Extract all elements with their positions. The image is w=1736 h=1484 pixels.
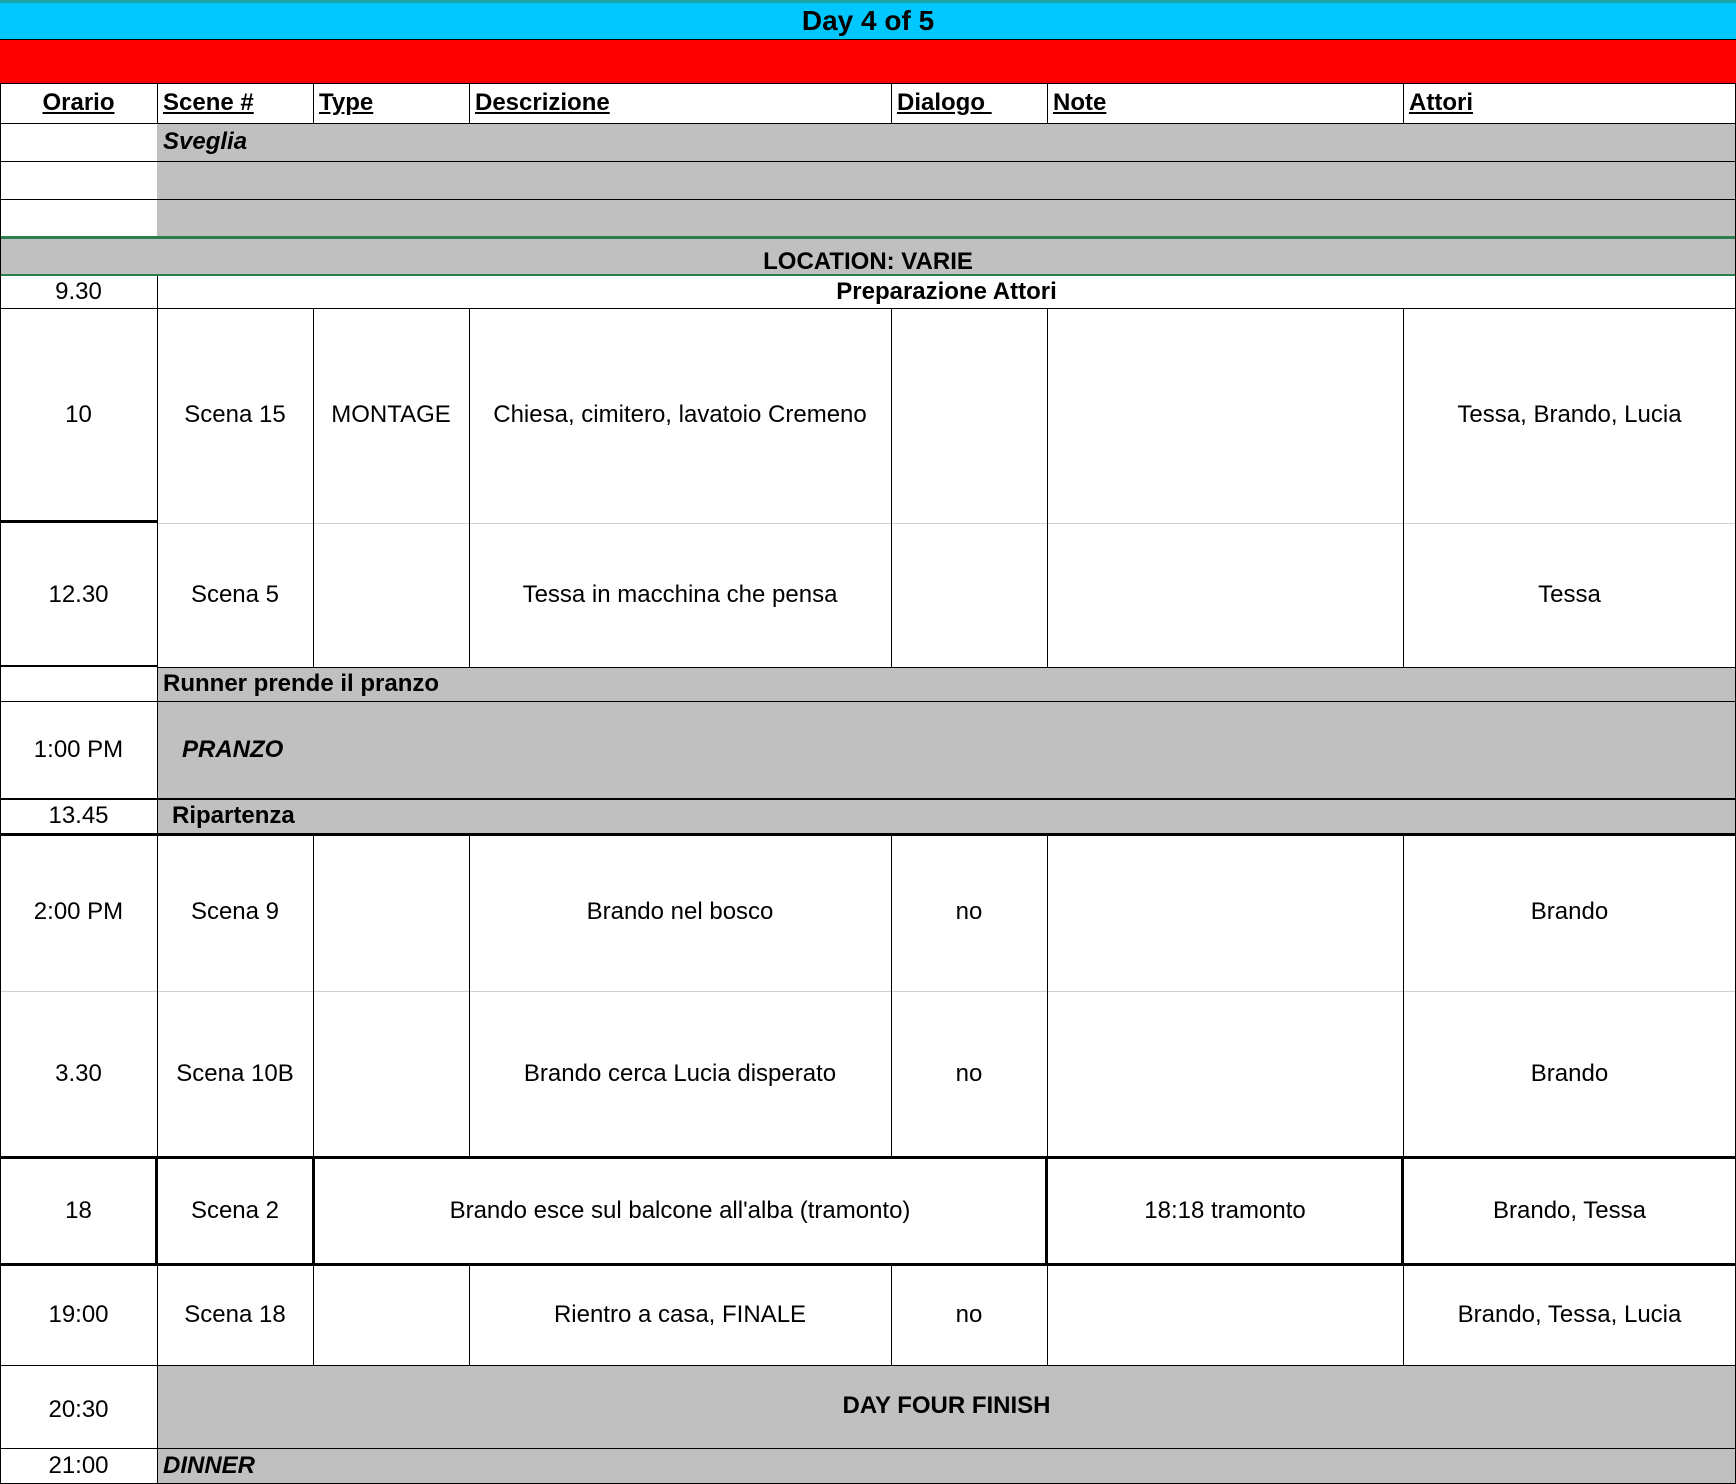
row6-desc: Rientro a casa, FINALE xyxy=(553,1300,807,1328)
row6-note xyxy=(1047,1265,1403,1365)
grid-line xyxy=(1401,1158,1404,1265)
header-dialogo: Dialogo xyxy=(897,89,992,117)
grid-line xyxy=(469,1265,470,1365)
grid-line xyxy=(157,84,158,123)
grid-line xyxy=(157,667,1736,668)
grid-line xyxy=(0,665,157,667)
row2-actors: Tessa xyxy=(1538,580,1601,608)
row2-type xyxy=(313,523,469,667)
row2-time: 12.30 xyxy=(48,580,109,608)
grid-line xyxy=(0,1448,1736,1449)
grid-line xyxy=(1047,1265,1048,1365)
header-note: Note xyxy=(1053,89,1107,117)
grid-line xyxy=(1047,834,1048,1158)
grid-line xyxy=(0,84,1,1484)
grid-line xyxy=(891,308,892,667)
row3-dialog: no xyxy=(955,898,983,926)
grid-line xyxy=(0,991,1736,992)
row6-type xyxy=(313,1265,469,1365)
grid-line xyxy=(0,798,1736,800)
grid-line xyxy=(1047,308,1048,667)
grid-line xyxy=(0,701,1736,702)
row5-scene: Scena 2 xyxy=(190,1197,280,1225)
grid-line xyxy=(469,308,470,667)
row5-note: 18:18 tramonto xyxy=(1144,1197,1306,1225)
row3-scene: Scena 9 xyxy=(190,898,280,926)
row3-desc: Brando nel bosco xyxy=(586,898,774,926)
grid-line xyxy=(891,84,892,123)
header-type: Type xyxy=(319,89,374,117)
finish-label: DAY FOUR FINISH xyxy=(157,1365,1736,1448)
row1-dialog xyxy=(891,308,1047,523)
restart-time: 13.45 xyxy=(48,802,109,830)
header-orario: Orario xyxy=(42,89,115,117)
grid-line xyxy=(469,84,470,123)
grid-line xyxy=(0,520,157,523)
row4-scene: Scena 10B xyxy=(176,1060,294,1088)
grid-line xyxy=(1403,834,1404,1158)
grid-line xyxy=(313,1265,314,1365)
grid-line xyxy=(313,308,314,667)
grid-line xyxy=(0,161,1736,162)
row2-desc: Tessa in macchina che pensa xyxy=(522,580,838,608)
finish-time: 20:30 xyxy=(48,1396,109,1424)
grid-line xyxy=(157,276,158,1484)
grid-line xyxy=(469,834,470,1158)
title-bar xyxy=(0,0,1736,40)
grid-line xyxy=(0,308,1736,309)
dinner-time: 21:00 xyxy=(48,1451,109,1479)
lunch-time: 1:00 PM xyxy=(33,735,124,763)
row4-time: 3.30 xyxy=(55,1060,102,1088)
row6-dialog: no xyxy=(955,1300,983,1328)
row1-note xyxy=(1047,308,1403,523)
header-descrizione: Descrizione xyxy=(475,89,610,117)
row1-scene: Scena 15 xyxy=(184,401,286,429)
location-banner: LOCATION: VARIE xyxy=(0,236,1736,276)
row5-actors: Brando, Tessa xyxy=(1493,1197,1646,1225)
sveglia-row: Sveglia xyxy=(157,123,1736,161)
row1-desc: Chiesa, cimitero, lavatoio Cremeno xyxy=(493,401,867,429)
grid-line xyxy=(157,523,1736,524)
grid-line xyxy=(0,1156,1736,1159)
row1-actors: Tessa, Brando, Lucia xyxy=(1457,401,1682,429)
restart-text: Ripartenza xyxy=(172,802,295,830)
grid-line xyxy=(1045,1158,1048,1265)
grid-line xyxy=(1403,84,1404,123)
row1-time: 10 xyxy=(65,401,92,429)
row3-note xyxy=(1047,834,1403,991)
grid-line xyxy=(0,1263,1736,1266)
grid-line xyxy=(0,1365,1736,1366)
row2-note xyxy=(1047,523,1403,667)
grid-line xyxy=(0,833,1736,836)
grid-line xyxy=(891,834,892,1158)
prep-time: 9.30 xyxy=(55,277,102,305)
lunch-label xyxy=(157,701,1736,799)
row5-desc: Brando esce sul balcone all'alba (tramonto) xyxy=(449,1197,911,1225)
row4-desc: Brando cerca Lucia disperato xyxy=(523,1060,837,1088)
dinner-label: DINNER xyxy=(157,1448,1736,1484)
grid-line xyxy=(891,1265,892,1365)
row3-type xyxy=(313,834,469,991)
row2-dialog xyxy=(891,523,1047,667)
grid-line xyxy=(1403,308,1404,667)
row2-scene: Scena 5 xyxy=(190,580,280,608)
row3-actors: Brando xyxy=(1530,898,1609,926)
row6-actors: Brando, Tessa, Lucia xyxy=(1457,1300,1682,1328)
restart-label xyxy=(157,799,1736,834)
red-bar xyxy=(0,40,1736,84)
row4-dialog: no xyxy=(955,1060,983,1088)
header-scene: Scene # xyxy=(163,89,254,117)
header-attori: Attori xyxy=(1409,89,1473,117)
row3-time: 2:00 PM xyxy=(33,898,124,926)
runner-row: Runner prende il pranzo xyxy=(157,667,1736,701)
row5-time: 18 xyxy=(65,1197,92,1225)
grid-line xyxy=(313,834,314,1158)
row4-type xyxy=(313,991,469,1158)
grid-line xyxy=(0,123,1736,124)
row6-scene: Scena 18 xyxy=(184,1300,286,1328)
lunch-text: PRANZO xyxy=(182,735,284,763)
grid-line xyxy=(1047,84,1048,123)
page-title: Day 4 of 5 xyxy=(801,5,935,37)
row4-actors: Brando xyxy=(1530,1060,1609,1088)
prep-label: Preparazione Attori xyxy=(836,277,1057,305)
row6-time: 19:00 xyxy=(48,1300,109,1328)
row1-type: MONTAGE xyxy=(331,401,451,429)
empty-gray-row xyxy=(157,199,1736,236)
row4-note xyxy=(1047,991,1403,1158)
grid-line xyxy=(155,1158,158,1265)
grid-line xyxy=(1403,1265,1404,1365)
empty-gray-row xyxy=(157,161,1736,199)
grid-line xyxy=(312,1158,315,1265)
grid-line xyxy=(313,84,314,123)
grid-line xyxy=(0,199,1736,200)
